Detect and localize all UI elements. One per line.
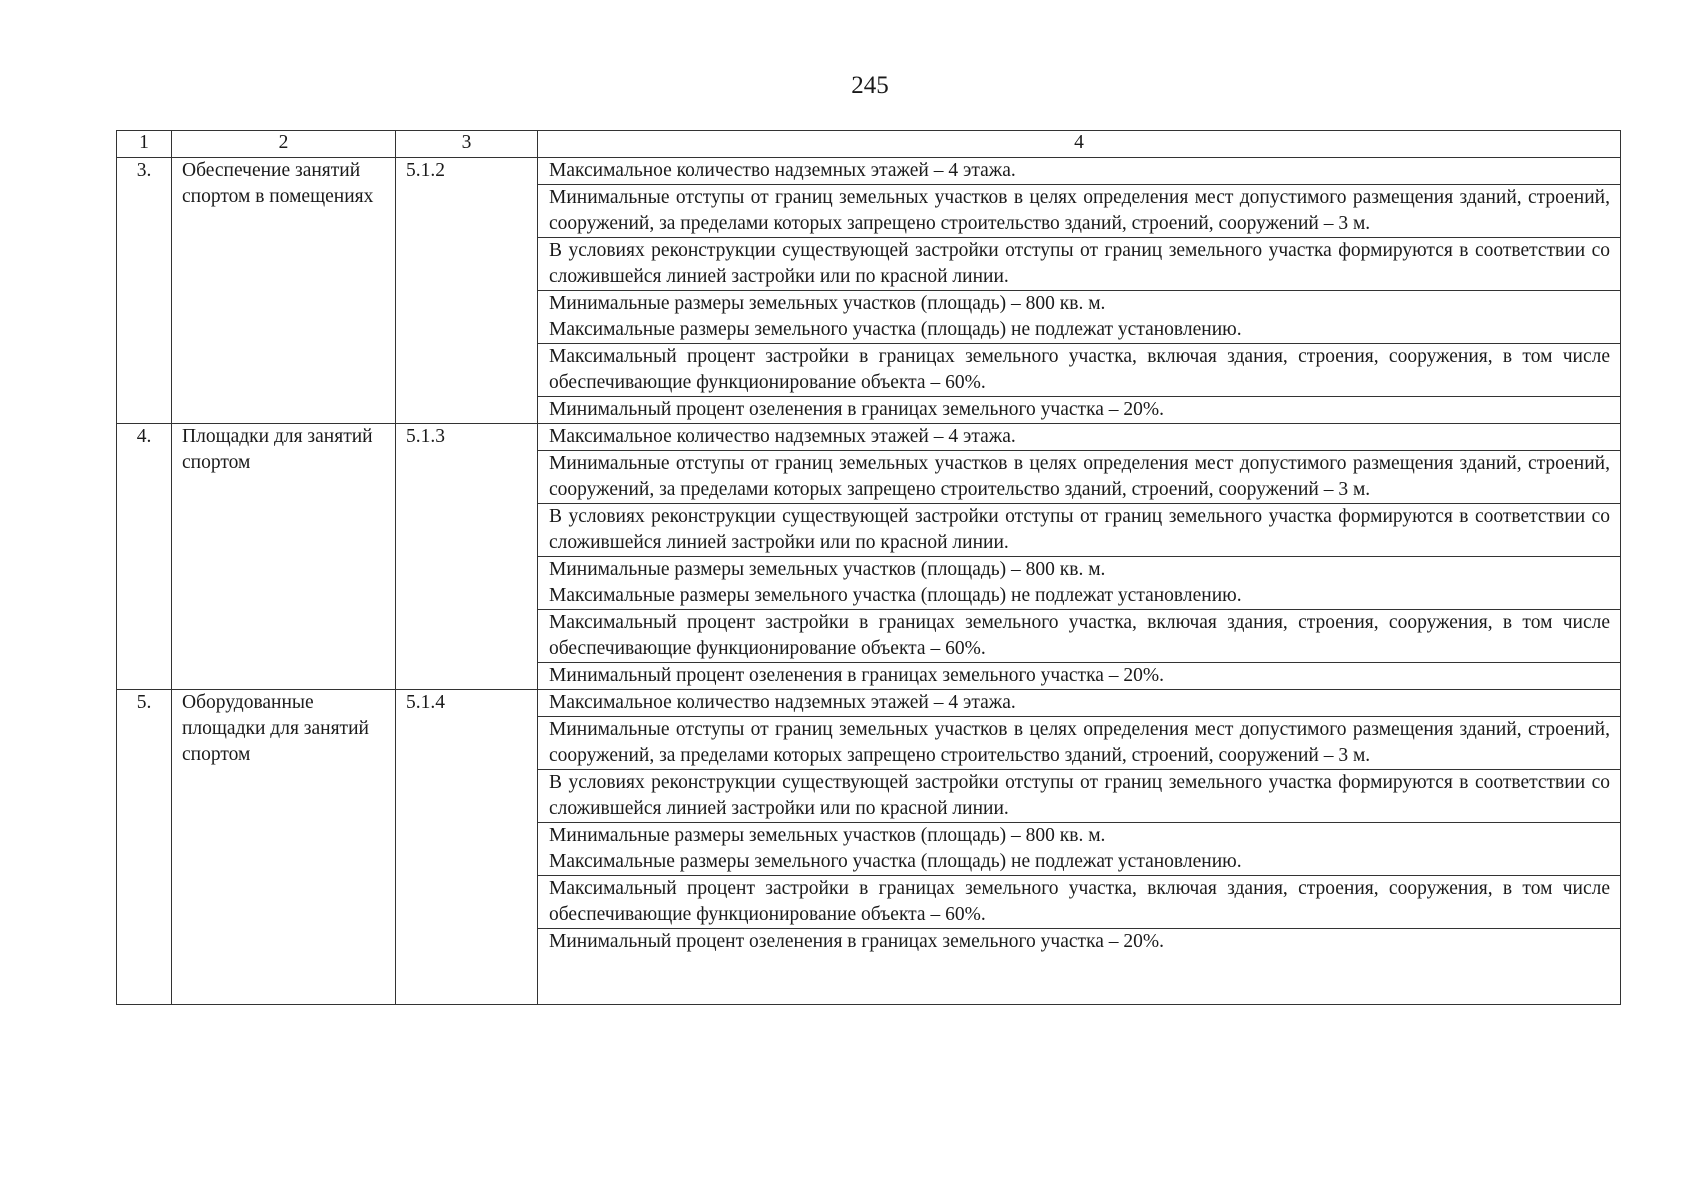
land-use-name: Оборудованные площадки для занятий спортом — [172, 690, 396, 1005]
page-number: 245 — [851, 72, 889, 99]
parameter-text: В условиях реконструкции существующей застройки отступы от границ земельного участка формируются в соответствии со сложившейся линией застройки или по красной линии. — [538, 238, 1621, 291]
parameter-text: Максимальное количество надземных этажей – 4 этажа. — [538, 424, 1621, 451]
header-cell-2: 2 — [172, 131, 396, 158]
table-row — [117, 690, 1621, 717]
parameter-text: Минимальные отступы от границ земельных участков в целях определения мест допустимого размещения зданий, строений, сооружений, за пределами которых запрещено строительство зданий, строений, сооружений – 3 м. — [538, 185, 1621, 238]
parameter-text: Максимальный процент застройки в границах земельного участка, включая здания, строения, сооружения, в том числе обеспечивающие функционирование объекта – 60%. — [538, 610, 1621, 663]
land-use-code: 5.1.3 — [396, 424, 538, 690]
land-use-name: Площадки для занятий спортом — [172, 424, 396, 690]
parameter-text: Минимальный процент озеленения в границах земельного участка – 20%. — [538, 929, 1621, 1005]
regulations-table — [116, 130, 1621, 1005]
land-use-name: Обеспечение занятий спортом в помещениях — [172, 158, 396, 424]
row-number: 3. — [117, 158, 172, 424]
parameter-text: Максимальное количество надземных этажей – 4 этажа. — [538, 690, 1621, 717]
parameter-text: Максимальное количество надземных этажей – 4 этажа. — [538, 158, 1621, 185]
header-cell-4: 4 — [538, 131, 1621, 158]
table-row — [117, 424, 1621, 451]
parameter-text: Минимальные отступы от границ земельных участков в целях определения мест допустимого размещения зданий, строений, сооружений, за пределами которых запрещено строительство зданий, строений, сооружений – 3 м. — [538, 717, 1621, 770]
land-use-code: 5.1.4 — [396, 690, 538, 1005]
parameter-text: Максимальный процент застройки в границах земельного участка, включая здания, строения, сооружения, в том числе обеспечивающие функционирование объекта – 60%. — [538, 876, 1621, 929]
header-cell-3: 3 — [396, 131, 538, 158]
table-row — [117, 158, 1621, 185]
land-use-code: 5.1.2 — [396, 158, 538, 424]
parameter-text: Минимальные размеры земельных участков (площадь) – 800 кв. м. Максимальные размеры земельного участка (площадь) не подлежат установлению. — [538, 557, 1621, 610]
parameter-text: Минимальный процент озеленения в границах земельного участка – 20%. — [538, 663, 1621, 690]
parameter-text: Минимальные размеры земельных участков (площадь) – 800 кв. м. Максимальные размеры земельного участка (площадь) не подлежат установлению. — [538, 823, 1621, 876]
parameter-text: Минимальные отступы от границ земельных участков в целях определения мест допустимого размещения зданий, строений, сооружений, за пределами которых запрещено строительство зданий, строений, сооружений – 3 м. — [538, 451, 1621, 504]
parameter-text: В условиях реконструкции существующей застройки отступы от границ земельного участка формируются в соответствии со сложившейся линией застройки или по красной линии. — [538, 504, 1621, 557]
parameter-text: В условиях реконструкции существующей застройки отступы от границ земельного участка формируются в соответствии со сложившейся линией застройки или по красной линии. — [538, 770, 1621, 823]
row-number: 4. — [117, 424, 172, 690]
header-cell-1: 1 — [117, 131, 172, 158]
header-row — [117, 131, 1621, 158]
parameter-text: Максимальный процент застройки в границах земельного участка, включая здания, строения, сооружения, в том числе обеспечивающие функционирование объекта – 60%. — [538, 344, 1621, 397]
parameter-text: Минимальные размеры земельных участков (площадь) – 800 кв. м. Максимальные размеры земельного участка (площадь) не подлежат установлению. — [538, 291, 1621, 344]
parameter-text: Минимальный процент озеленения в границах земельного участка – 20%. — [538, 397, 1621, 424]
row-number: 5. — [117, 690, 172, 1005]
